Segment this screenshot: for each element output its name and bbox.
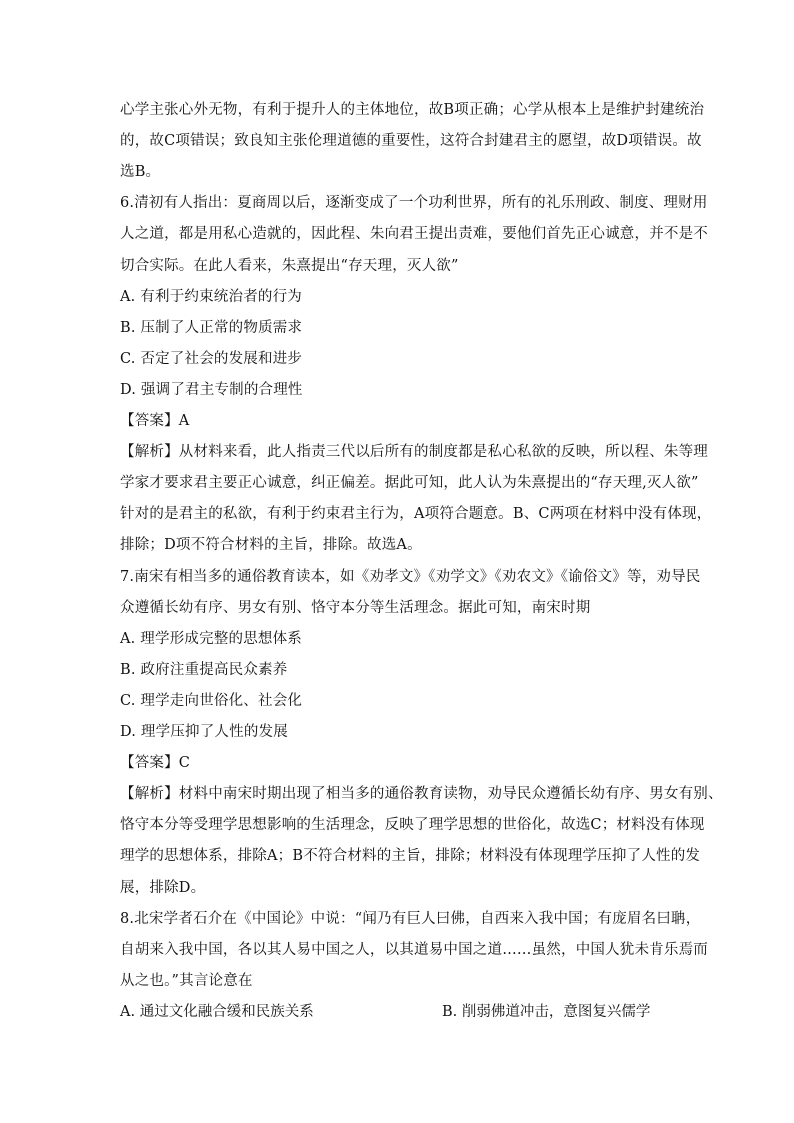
text-line: 7.南宋有相当多的通俗教育读本，如《劝孝文》《劝学文》《劝农文》《谕俗文》等，劝导民 bbox=[120, 568, 701, 585]
text-line: 【解析】材料中南宋时期出现了相当多的通俗教育读物，劝导民众遵循长幼有序、男女有别、 bbox=[120, 786, 723, 803]
option-a: A. 通过文化融合缓和民族关系 bbox=[120, 1003, 314, 1020]
text-line: 恪守本分等受理学思想影响的生活理念，反映了理学思想的世俗化，故选C；材料没有体现 bbox=[120, 817, 705, 834]
text-line: B. 压制了人正常的物质需求 bbox=[120, 319, 303, 336]
text-line: 8.北宋学者石介在《中国论》中说：“闻乃有巨人曰佛，自西来入我中国；有庞眉名曰聃， bbox=[120, 910, 701, 927]
text-line: 人之道，都是用私心造就的，因此程、朱向君王提出责难，要他们首先正心诚意，并不是不 bbox=[120, 226, 708, 243]
text-line: C. 否定了社会的发展和进步 bbox=[120, 350, 303, 367]
text-line: A. 有利于约束统治者的行为 bbox=[120, 288, 302, 305]
text-line: 针对的是君主的私欲，有利于约束君主行为，A项符合题意。B、C两项在材料中没有体现， bbox=[120, 506, 712, 523]
question-8-options-row bbox=[120, 1000, 680, 1021]
text-line: 从之也。”其言论意在 bbox=[120, 972, 253, 989]
text-line: 展，排除D。 bbox=[120, 879, 206, 896]
text-line: B. 政府注重提高民众素养 bbox=[120, 661, 288, 678]
text-line: 【解析】从材料来看，此人指责三代以后所有的制度都是私心私欲的反映，所以程、朱等理 bbox=[120, 444, 708, 461]
text-line: 众遵循长幼有序、男女有别、恪守本分等生活理念。据此可知，南宋时期 bbox=[120, 599, 591, 616]
text-line: 理学的思想体系，排除A；B不符合材料的主旨，排除；材料没有体现理学压抑了人性的发 bbox=[120, 848, 701, 865]
text-line: 排除；D项不符合材料的主旨，排除。故选A。 bbox=[120, 537, 422, 554]
text-line: 【答案】C bbox=[120, 755, 191, 772]
text-line: 的，故C项错误；致良知主张伦理道德的重要性，这符合封建君主的愿望，故D项错误。故 bbox=[120, 133, 702, 150]
option-b: B. 削弱佛道冲击，意图复兴儒学 bbox=[442, 1003, 651, 1020]
text-line: D. 理学压抑了人性的发展 bbox=[120, 724, 288, 740]
text-line: D. 强调了君主专制的合理性 bbox=[120, 381, 303, 398]
text-line: 切合实际。在此人看来，朱熹提出“存天理，灭人欲” bbox=[120, 257, 459, 274]
text-line: 6.清初有人指出：夏商周以后，逐渐变成了一个功利世界，所有的礼乐刑政、制度、理财用 bbox=[120, 195, 708, 212]
text-line: 学家才要求君主要正心诚意，纠正偏差。据此可知，此人认为朱熹提出的“存天理,灭人欲” bbox=[120, 475, 699, 492]
text-line: 【答案】A bbox=[120, 413, 190, 429]
text-line: 自胡来入我中国，各以其人易中国之人，以其道易中国之道……虽然，中国人犹未肯乐焉而 bbox=[120, 941, 708, 958]
text-line: C. 理学走向世俗化、社会化 bbox=[120, 692, 303, 709]
text-line: 选B。 bbox=[120, 164, 161, 181]
text-line: A. 理学形成完整的思想体系 bbox=[120, 630, 302, 647]
text-line: 心学主张心外无物，有利于提升人的主体地位，故B项正确；心学从根本上是维护封建统治 bbox=[120, 102, 705, 118]
